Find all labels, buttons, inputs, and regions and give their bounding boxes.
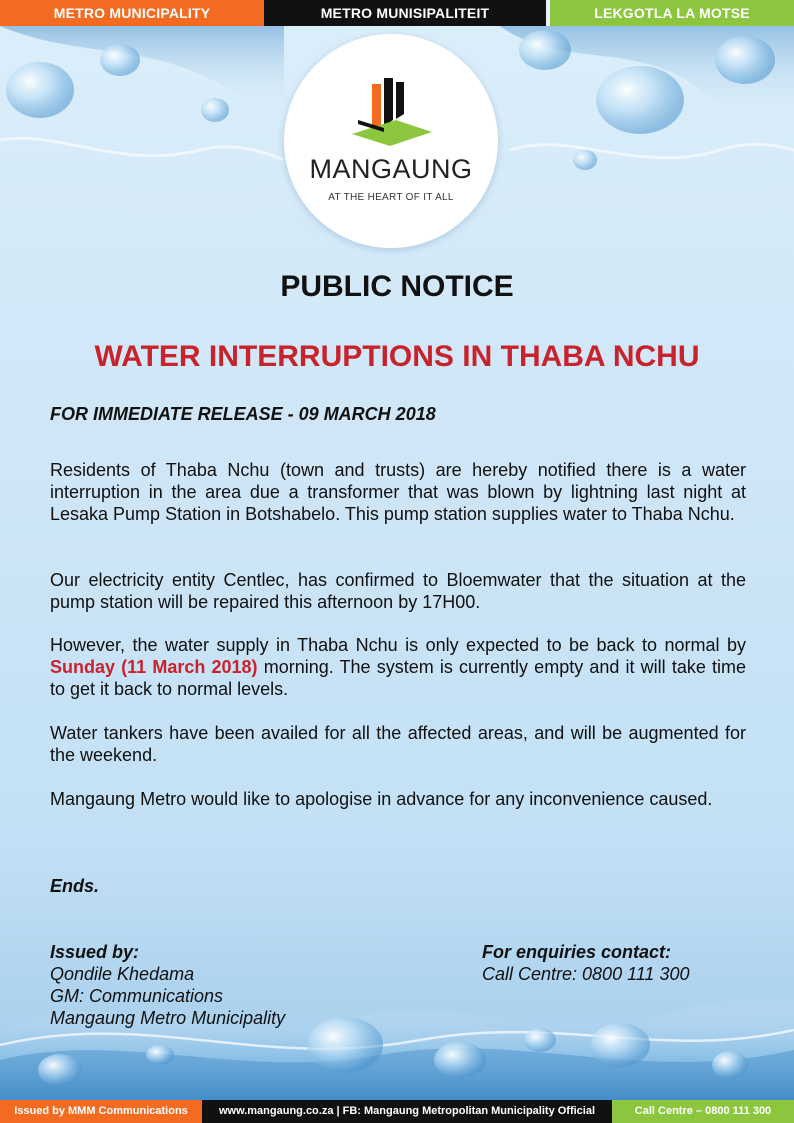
enquiries-block: [482, 941, 689, 985]
header-bar: [0, 0, 794, 26]
enquiries-call-centre: Call Centre: 0800 111 300: [482, 964, 690, 984]
notice-headline: WATER INTERRUPTIONS IN THABA NCHU: [94, 340, 700, 373]
header-metro-municipality: METRO MUNICIPALITY: [0, 0, 264, 26]
enquiries-heading: For enquiries contact:: [482, 942, 672, 962]
footer-call-centre: Call Centre – 0800 111 300: [612, 1100, 794, 1123]
public-notice-heading: PUBLIC NOTICE: [280, 270, 514, 303]
ends-marker: Ends.: [50, 876, 100, 896]
issued-by-heading: Issued by:: [50, 942, 140, 962]
issued-by-block: [50, 941, 285, 1029]
logo-tagline: AT THE HEART OF IT ALL: [328, 192, 454, 203]
restore-date-highlight: Sunday (11 March 2018): [50, 657, 258, 677]
footer-website-facebook: www.mangaung.co.za | FB: Mangaung Metropolitan Municipality Official: [202, 1100, 612, 1123]
issued-by-title: GM: Communications: [50, 986, 224, 1006]
mangaung-logo: [284, 34, 498, 248]
paragraph-residents: Residents of Thaba Nchu (town and trusts) are hereby notified there is a water interruption in the area due a transformer that was blown by lightning last night at Lesaka Pump Station in Botshabelo. This pump station supplies water to Thaba Nchu.: [50, 460, 746, 524]
mangaung-logo-mark-icon: [350, 76, 432, 148]
header-lekgotla-la-motse: LEKGOTLA LA MOTSE: [550, 0, 794, 26]
logo-wordmark: MANGAUNG: [309, 154, 473, 184]
release-line: FOR IMMEDIATE RELEASE - 09 MARCH 2018: [50, 404, 436, 424]
issued-by-organisation: Mangaung Metro Municipality: [50, 1008, 286, 1028]
footer-issued-by: Issued by MMM Communications: [0, 1100, 202, 1123]
paragraph-apology: Mangaung Metro would like to apologise in advance for any inconvenience caused.: [50, 789, 713, 809]
paragraph-centlec: Our electricity entity Centlec, has confirmed to Bloemwater that the situation at the pump station will be repaired this afternoon by 17H00.: [50, 570, 746, 612]
paragraph-water-tankers: Water tankers have been availed for all the affected areas, and will be augmented for the weekend.: [50, 723, 746, 765]
header-metro-munisipaliteit: METRO MUNISIPALITEIT: [264, 0, 546, 26]
paragraph-water-supply-text-before: However, the water supply in Thaba Nchu is only expected to be back to normal by: [50, 635, 746, 655]
paragraph-water-supply-text-after: morning. The system is currently empty and it will take time to get it back to normal levels.: [50, 657, 746, 699]
paragraph-water-supply: [50, 634, 746, 700]
footer-bar: [0, 1100, 794, 1123]
issued-by-name: Qondile Khedama: [50, 964, 195, 984]
